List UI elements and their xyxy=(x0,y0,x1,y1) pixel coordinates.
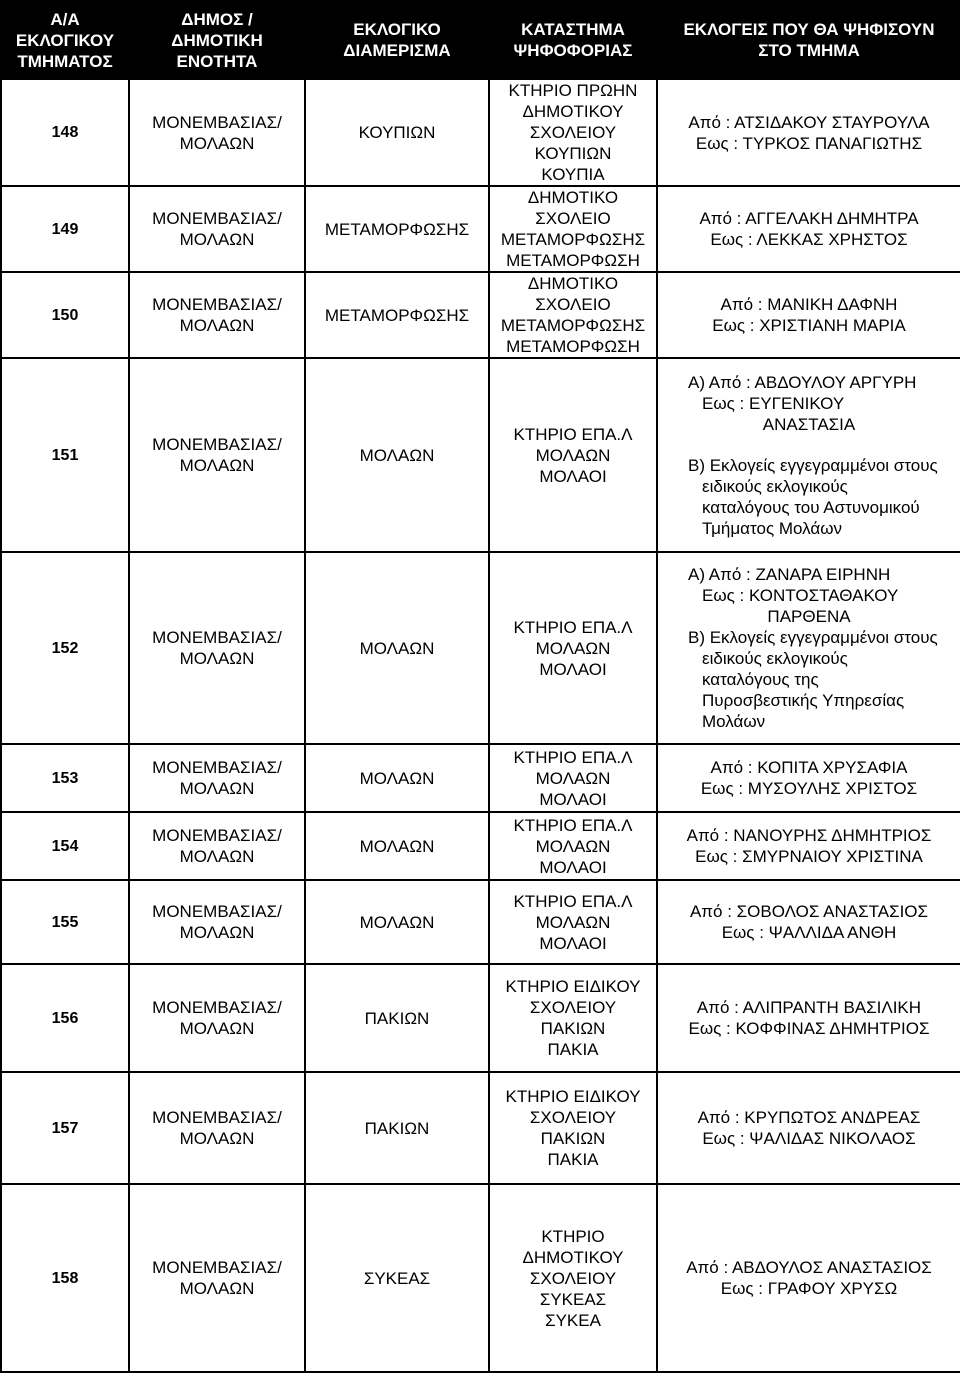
katastima-cell: ΔΗΜΟΤΙΚΟ ΣΧΟΛΕΙΟ ΜΕΤΑΜΟΡΦΩΣΗΣ ΜΕΤΑΜΟΡΦΩΣΗ xyxy=(489,272,657,358)
table-row xyxy=(1,1184,960,1372)
table-row xyxy=(1,812,960,880)
header-voters: ΕΚΛΟΓΕΙΣ ΠΟΥ ΘΑ ΨΗΦΙΣΟΥΝ ΣΤΟ ΤΜΗΜΑ xyxy=(657,1,960,79)
header-dimos: ΔΗΜΟΣ / ΔΗΜΟΤΙΚΗ ΕΝΟΤΗΤΑ xyxy=(129,1,305,79)
katastima-cell: ΚΤΗΡΙΟ ΕΙΔΙΚΟΥ ΣΧΟΛΕΙΟΥ ΠΑΚΙΩΝ ΠΑΚΙΑ xyxy=(489,1072,657,1184)
dimos-cell: ΜΟΝΕΜΒΑΣΙΑΣ/ ΜΟΛΑΩΝ xyxy=(129,186,305,272)
diamerisma-cell: ΜΟΛΑΩΝ xyxy=(305,744,489,812)
diamerisma-cell: ΠΑΚΙΩΝ xyxy=(305,964,489,1072)
table-row xyxy=(1,79,960,186)
diamerisma-cell: ΠΑΚΙΩΝ xyxy=(305,1072,489,1184)
section-number: 154 xyxy=(1,812,129,880)
dimos-cell: ΜΟΝΕΜΒΑΣΙΑΣ/ ΜΟΛΑΩΝ xyxy=(129,1072,305,1184)
voters-cell: Από : ΣΟΒΟΛΟΣ ΑΝΑΣΤΑΣΙΟΣ Εως : ΨΑΛΛΙΔΑ ΑΝΘΗ xyxy=(657,880,960,964)
section-number: 155 xyxy=(1,880,129,964)
dimos-cell: ΜΟΝΕΜΒΑΣΙΑΣ/ ΜΟΛΑΩΝ xyxy=(129,552,305,744)
section-number: 156 xyxy=(1,964,129,1072)
katastima-cell: ΚΤΗΡΙΟ ΕΙΔΙΚΟΥ ΣΧΟΛΕΙΟΥ ΠΑΚΙΩΝ ΠΑΚΙΑ xyxy=(489,964,657,1072)
voters-cell: Από : ΚΟΠΙΤΑ ΧΡΥΣΑΦΙΑ Εως : ΜΥΣΟΥΛΗΣ ΧΡΙΣΤΟΣ xyxy=(657,744,960,812)
voters-cell: Από : ΝΑΝΟΥΡΗΣ ΔΗΜΗΤΡΙΟΣ Εως : ΣΜΥΡΝΑΙΟΥ ΧΡΙΣΤΙΝΑ xyxy=(657,812,960,880)
table-row xyxy=(1,186,960,272)
header-katastima: ΚΑΤΑΣΤΗΜΑ ΨΗΦΟΦΟΡΙΑΣ xyxy=(489,1,657,79)
katastima-cell: ΚΤΗΡΙΟ ΕΠΑ.Λ ΜΟΛΑΩΝ ΜΟΛΑΟΙ xyxy=(489,880,657,964)
katastima-cell: ΚΤΗΡΙΟ ΔΗΜΟΤΙΚΟΥ ΣΧΟΛΕΙΟΥ ΣΥΚΕΑΣ ΣΥΚΕΑ xyxy=(489,1184,657,1372)
voters-cell: Α) Από : ΖΑΝΑΡΑ ΕΙΡΗΝΗ Εως : ΚΟΝΤΟΣΤΑΘΑΚΟΥ ΠΑΡΘΕΝΑ Β) Εκλογείς εγγεγραμμένοι στους ειδικούς εκλογικούς καταλόγους της Πυροσβεστικής Υπηρεσίας Μολάων xyxy=(657,552,960,744)
dimos-cell: ΜΟΝΕΜΒΑΣΙΑΣ/ ΜΟΛΑΩΝ xyxy=(129,1184,305,1372)
katastima-cell: ΚΤΗΡΙΟ ΠΡΩΗΝ ΔΗΜΟΤΙΚΟΥ ΣΧΟΛΕΙΟΥ ΚΟΥΠΙΩΝ ΚΟΥΠΙΑ xyxy=(489,79,657,186)
dimos-cell: ΜΟΝΕΜΒΑΣΙΑΣ/ ΜΟΛΑΩΝ xyxy=(129,744,305,812)
section-number: 148 xyxy=(1,79,129,186)
section-number: 150 xyxy=(1,272,129,358)
dimos-cell: ΜΟΝΕΜΒΑΣΙΑΣ/ ΜΟΛΑΩΝ xyxy=(129,880,305,964)
voters-cell: Από : ΑΓΓΕΛΑΚΗ ΔΗΜΗΤΡΑ Εως : ΛΕΚΚΑΣ ΧΡΗΣΤΟΣ xyxy=(657,186,960,272)
dimos-cell: ΜΟΝΕΜΒΑΣΙΑΣ/ ΜΟΛΑΩΝ xyxy=(129,272,305,358)
diamerisma-cell: ΜΟΛΑΩΝ xyxy=(305,812,489,880)
table-header-row xyxy=(1,1,960,79)
katastima-cell: ΚΤΗΡΙΟ ΕΠΑ.Λ ΜΟΛΑΩΝ ΜΟΛΑΟΙ xyxy=(489,358,657,552)
dimos-cell: ΜΟΝΕΜΒΑΣΙΑΣ/ ΜΟΛΑΩΝ xyxy=(129,812,305,880)
diamerisma-cell: ΜΟΛΑΩΝ xyxy=(305,880,489,964)
header-diamerisma: ΕΚΛΟΓΙΚΟ ΔΙΑΜΕΡΙΣΜΑ xyxy=(305,1,489,79)
katastima-cell: ΚΤΗΡΙΟ ΕΠΑ.Λ ΜΟΛΑΩΝ ΜΟΛΑΟΙ xyxy=(489,744,657,812)
diamerisma-cell: ΣΥΚΕΑΣ xyxy=(305,1184,489,1372)
table-row xyxy=(1,358,960,552)
voters-cell: Α) Από : ΑΒΔΟΥΛΟΥ ΑΡΓΥΡΗ Εως : ΕΥΓΕΝΙΚΟΥ ΑΝΑΣΤΑΣΙΑ Β) Εκλογείς εγγεγραμμένοι στους ειδικούς εκλογικούς καταλόγους του Αστυνομικού Τμήματος Μολάων xyxy=(657,358,960,552)
section-number: 157 xyxy=(1,1072,129,1184)
voters-cell: Από : ΑΒΔΟΥΛΟΣ ΑΝΑΣΤΑΣΙΟΣ Εως : ΓΡΑΦΟΥ ΧΡΥΣΩ xyxy=(657,1184,960,1372)
katastima-cell: ΔΗΜΟΤΙΚΟ ΣΧΟΛΕΙΟ ΜΕΤΑΜΟΡΦΩΣΗΣ ΜΕΤΑΜΟΡΦΩΣΗ xyxy=(489,186,657,272)
header-aa: Α/Α ΕΚΛΟΓΙΚΟΥ ΤΜΗΜΑΤΟΣ xyxy=(1,1,129,79)
table-row xyxy=(1,964,960,1072)
diamerisma-cell: ΜΟΛΑΩΝ xyxy=(305,358,489,552)
katastima-cell: ΚΤΗΡΙΟ ΕΠΑ.Λ ΜΟΛΑΩΝ ΜΟΛΑΟΙ xyxy=(489,552,657,744)
diamerisma-cell: ΜΟΛΑΩΝ xyxy=(305,552,489,744)
voters-cell: Από : ΚΡΥΠΩΤΟΣ ΑΝΔΡΕΑΣ Εως : ΨΑΛΙΔΑΣ ΝΙΚΟΛΑΟΣ xyxy=(657,1072,960,1184)
table-row xyxy=(1,880,960,964)
dimos-cell: ΜΟΝΕΜΒΑΣΙΑΣ/ ΜΟΛΑΩΝ xyxy=(129,964,305,1072)
section-number: 153 xyxy=(1,744,129,812)
section-number: 152 xyxy=(1,552,129,744)
diamerisma-cell: ΚΟΥΠΙΩΝ xyxy=(305,79,489,186)
section-number: 158 xyxy=(1,1184,129,1372)
dimos-cell: ΜΟΝΕΜΒΑΣΙΑΣ/ ΜΟΛΑΩΝ xyxy=(129,79,305,186)
voters-cell: Από : ΜΑΝΙΚΗ ΔΑΦΝΗ Εως : ΧΡΙΣΤΙΑΝΗ ΜΑΡΙΑ xyxy=(657,272,960,358)
diamerisma-cell: ΜΕΤΑΜΟΡΦΩΣΗΣ xyxy=(305,272,489,358)
diamerisma-cell: ΜΕΤΑΜΟΡΦΩΣΗΣ xyxy=(305,186,489,272)
voters-cell: Από : ΑΤΣΙΔΑΚΟΥ ΣΤΑΥΡΟΥΛΑ Εως : ΤΥΡΚΟΣ ΠΑΝΑΓΙΩΤΗΣ xyxy=(657,79,960,186)
section-number: 151 xyxy=(1,358,129,552)
table-row xyxy=(1,272,960,358)
table-row xyxy=(1,1072,960,1184)
voters-cell: Από : ΑΛΙΠΡΑΝΤΗ ΒΑΣΙΛΙΚΗ Εως : ΚΟΦΦΙΝΑΣ ΔΗΜΗΤΡΙΟΣ xyxy=(657,964,960,1072)
dimos-cell: ΜΟΝΕΜΒΑΣΙΑΣ/ ΜΟΛΑΩΝ xyxy=(129,358,305,552)
katastima-cell: ΚΤΗΡΙΟ ΕΠΑ.Λ ΜΟΛΑΩΝ ΜΟΛΑΟΙ xyxy=(489,812,657,880)
table-row xyxy=(1,744,960,812)
table-row xyxy=(1,552,960,744)
section-number: 149 xyxy=(1,186,129,272)
